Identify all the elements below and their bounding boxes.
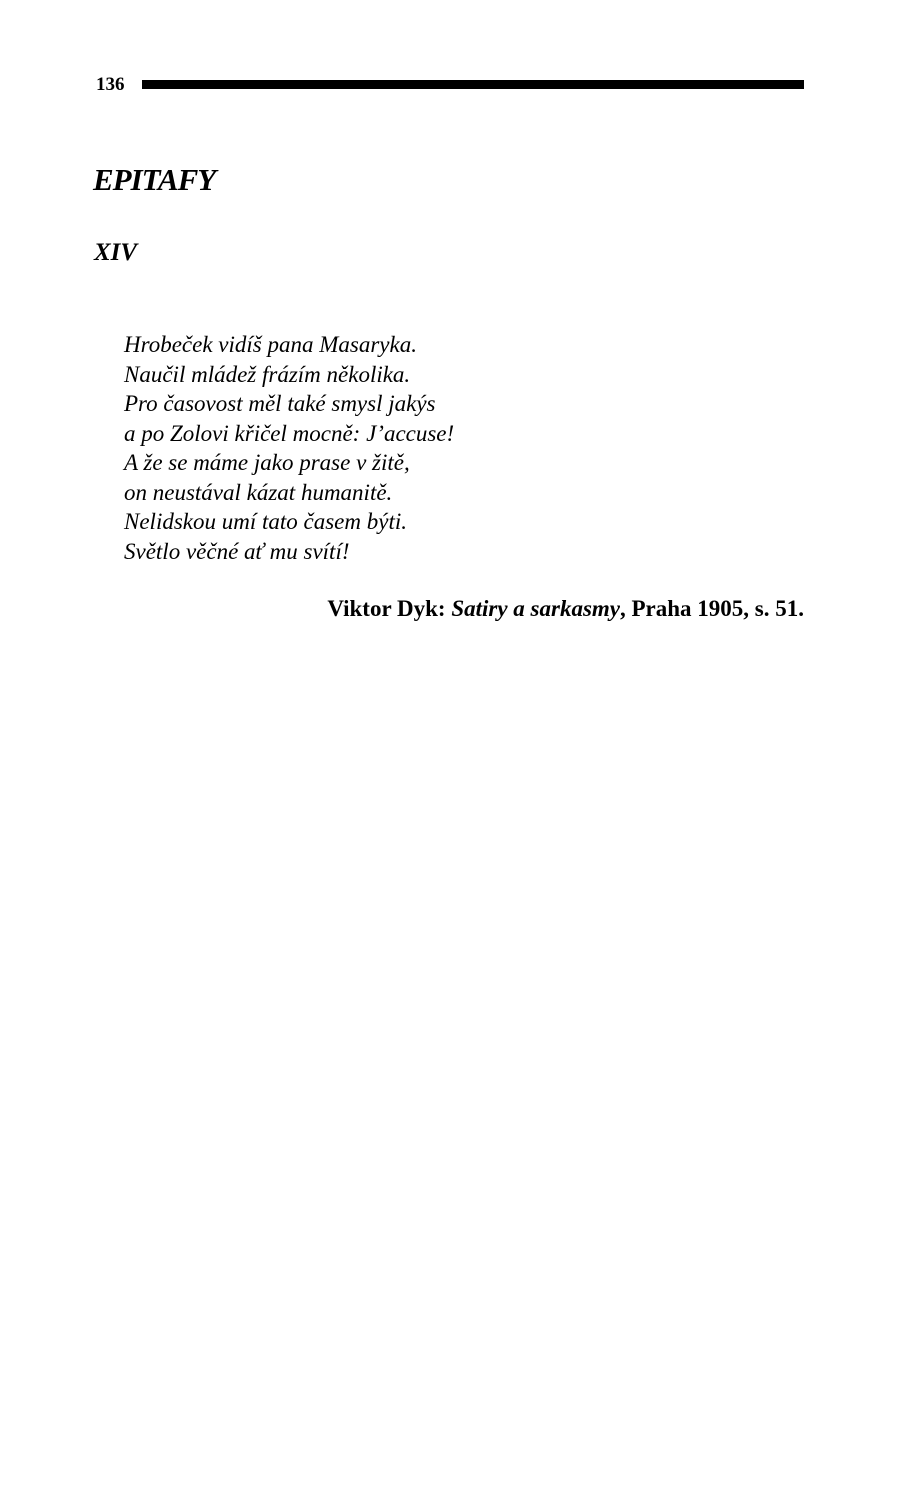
poem-line: Hrobeček vidíš pana Masaryka. bbox=[124, 332, 417, 357]
page-number: 136 bbox=[96, 74, 125, 95]
poem-line: on neustával kázat humanitě. bbox=[124, 479, 393, 505]
poem-line: Nelidskou umí tato časem býti. bbox=[124, 509, 407, 534]
header-rule bbox=[142, 80, 804, 89]
poem-line: A že se máme jako prase v žitě, bbox=[124, 450, 410, 475]
poem bbox=[124, 330, 454, 566]
citation-work-title: Satiry a sarkasmy bbox=[451, 596, 620, 621]
poem-line: Naučil mládež frázím několika. bbox=[124, 361, 411, 387]
page-title: EPITAFY bbox=[93, 162, 216, 197]
citation-author: Viktor Dyk: bbox=[327, 596, 446, 621]
page-header bbox=[96, 70, 804, 100]
poem-line: Pro časovost měl také smysl jakýs bbox=[124, 391, 436, 416]
poem-line: Světlo věčné ať mu svítí! bbox=[124, 538, 350, 564]
citation bbox=[327, 594, 804, 624]
poem-line: a po Zolovi křičel mocně: J’accuse! bbox=[124, 420, 455, 446]
citation-details: , Praha 1905, s. 51. bbox=[620, 596, 804, 621]
section-number: XIV bbox=[94, 239, 138, 266]
